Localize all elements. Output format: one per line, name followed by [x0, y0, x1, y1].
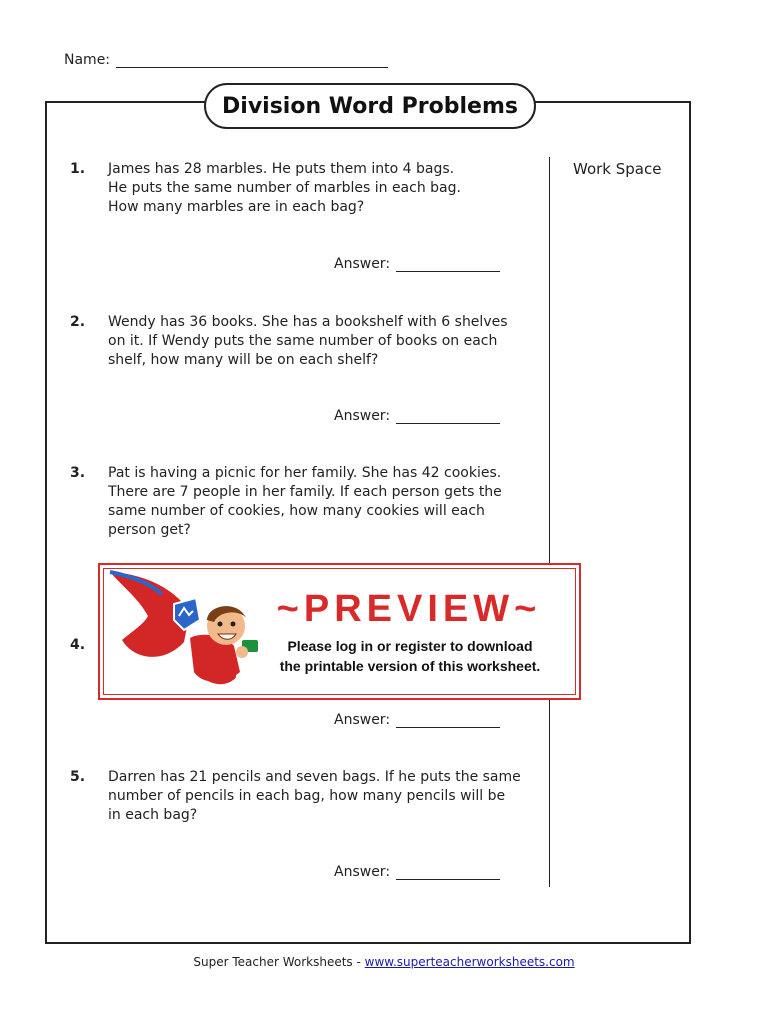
- problem-number-1: 1.: [70, 161, 86, 177]
- problem-3-line-2: There are 7 people in her family. If each person gets the: [108, 484, 502, 500]
- answer-blank-1[interactable]: [396, 258, 500, 272]
- problem-5-line-2: number of pencils in each bag, how many pencils will be: [108, 788, 506, 804]
- superhero-mascot-icon: [104, 568, 264, 696]
- answer-label-1: Answer:: [334, 256, 391, 272]
- preview-title: ~PREVIEW~: [276, 588, 542, 630]
- problem-3-line-3: same number of cookies, how many cookies will each: [108, 503, 485, 519]
- answer-row-2: [334, 408, 500, 424]
- answer-blank-5[interactable]: [396, 866, 500, 880]
- problem-text-5: [108, 768, 543, 825]
- problem-1-line-2: He puts the same number of marbles in each bag.: [108, 180, 461, 196]
- answer-row-1: [334, 256, 500, 272]
- name-label: Name:: [64, 52, 111, 68]
- answer-blank-4[interactable]: [396, 714, 500, 728]
- answer-row-5: [334, 864, 500, 880]
- problem-number-3: 3.: [70, 465, 86, 481]
- problem-number-4: 4.: [70, 637, 86, 653]
- problem-number-5: 5.: [70, 769, 86, 785]
- preview-message-line-2: the printable version of this worksheet.: [279, 658, 541, 674]
- problem-1-line-3: How many marbles are in each bag?: [108, 199, 365, 215]
- footer-link[interactable]: www.superteacherworksheets.com: [364, 955, 575, 969]
- name-row: [64, 52, 388, 68]
- answer-blank-2[interactable]: [396, 410, 500, 424]
- worksheet-title: Division Word Problems: [204, 83, 536, 129]
- work-space-divider: [549, 157, 550, 887]
- preview-banner[interactable]: [98, 563, 581, 700]
- problem-2-line-2: on it. If Wendy puts the same number of books on each: [108, 333, 498, 349]
- problem-5-line-3: in each bag?: [108, 807, 198, 823]
- problem-2-line-1: Wendy has 36 books. She has a bookshelf with 6 shelves: [108, 314, 508, 330]
- problem-3-line-1: Pat is having a picnic for her family. She has 42 cookies.: [108, 465, 502, 481]
- problem-text-1: [108, 160, 543, 217]
- name-blank-line[interactable]: [116, 53, 388, 68]
- problem-text-3: [108, 464, 543, 540]
- answer-label-4: Answer:: [334, 712, 391, 728]
- answer-label-5: Answer:: [334, 864, 391, 880]
- answer-label-2: Answer:: [334, 408, 391, 424]
- problem-3-line-4: person get?: [108, 522, 191, 538]
- answer-row-4: [334, 712, 500, 728]
- problem-text-2: [108, 313, 543, 370]
- footer-text: Super Teacher Worksheets -: [193, 955, 365, 969]
- problem-1-line-1: James has 28 marbles. He puts them into 4 bags.: [108, 161, 455, 177]
- footer: [0, 955, 768, 969]
- work-space-label: Work Space: [573, 160, 662, 178]
- preview-message-line-1: Please log in or register to download: [287, 638, 533, 654]
- problem-number-2: 2.: [70, 314, 86, 330]
- problem-2-line-3: shelf, how many will be on each shelf?: [108, 352, 379, 368]
- problem-5-line-1: Darren has 21 pencils and seven bags. If he puts the same: [108, 769, 521, 785]
